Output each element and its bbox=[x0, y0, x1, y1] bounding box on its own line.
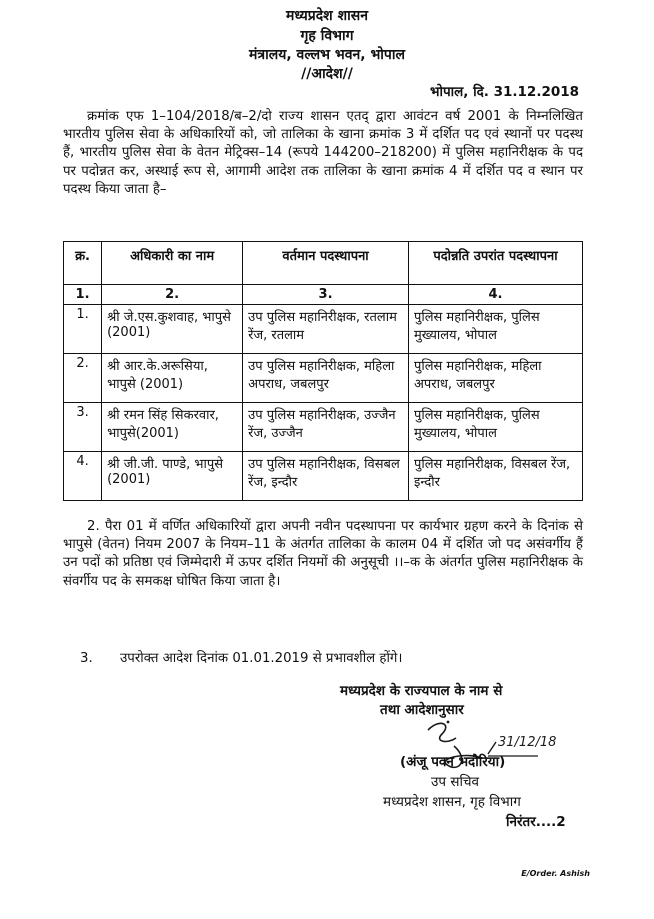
row-officer-name: श्री जी.जी. पाण्डे, भापुसे (2001) bbox=[102, 452, 243, 501]
row-current-posting: उप पुलिस महानिरीक्षक, विसबल रेंज, इन्दौर bbox=[243, 452, 409, 501]
paragraph-2: 2. पैरा 01 में वर्णित अधिकारियों द्वारा अपनी नवीन पदस्थापना पर कार्यभार ग्रहण करने के दिनांक से भापुसे (वेतन) नियम 2007 के नियम–11 के अंतर्गत तालिका के कालम 04 में दर्शित जो पद असंवर्गीय हैं उन पदों को प्रतिष्ठा एवं जिम्मेदारी में ऊपर दर्शित नियमों की अनुसूची ।।–क के अंतर्गत पुलिस महानिरीक्षक के संवर्गीय पद के समकक्ष घोषित किया जाता है। bbox=[63, 519, 583, 589]
header-sno: क्र. bbox=[64, 242, 102, 285]
header-current-posting: वर्तमान पदस्थापना bbox=[243, 242, 409, 285]
row-promoted-posting: पुलिस महानिरीक्षक, विसबल रेंज, इन्दौर bbox=[408, 452, 582, 501]
table-row bbox=[64, 305, 583, 354]
row-sno: 3. bbox=[64, 403, 102, 452]
table-row bbox=[64, 354, 583, 403]
row-officer-name: श्री रमन सिंह सिकरवार, भापुसे(2001) bbox=[102, 403, 243, 452]
table-header-row bbox=[64, 242, 583, 285]
header-government: मध्यप्रदेश शासन bbox=[286, 8, 368, 24]
row-sno: 2. bbox=[64, 354, 102, 403]
header-address: मंत्रालय, वल्लभ भवन, भोपाल bbox=[249, 47, 405, 63]
file-footnote: E/Order. Ashish bbox=[521, 869, 590, 878]
signatory-name: (अंजू पवन भदौरिया) bbox=[400, 754, 506, 770]
table-row bbox=[64, 452, 583, 501]
row-current-posting: उप पुलिस महानिरीक्षक, महिला अपराध, जबलपुर bbox=[243, 354, 409, 403]
row-promoted-posting: पुलिस महानिरीक्षक, पुलिस मुख्यालय, भोपाल bbox=[408, 305, 582, 354]
officers-table bbox=[63, 241, 583, 501]
header-order-title: //आदेश// bbox=[301, 66, 353, 82]
row-promoted-posting: पुलिस महानिरीक्षक, महिला अपराध, जबलपुर bbox=[408, 354, 582, 403]
row-sno: 1. bbox=[64, 305, 102, 354]
header-department: गृह विभाग bbox=[300, 28, 354, 44]
paragraph-3: उपरोक्त आदेश दिनांक 01.01.2019 से प्रभावशील होंगे। bbox=[120, 651, 403, 666]
column-number: 3. bbox=[243, 285, 409, 305]
paragraph-3-number: 3. bbox=[80, 651, 93, 666]
row-sno: 4. bbox=[64, 452, 102, 501]
header-name: अधिकारी का नाम bbox=[102, 242, 243, 285]
column-number-row bbox=[64, 285, 583, 305]
paragraph-1: क्रमांक एफ 1–104/2018/ब–2/दो राज्य शासन एतद् द्वारा आवंटन वर्ष 2001 के निम्नलिखित भारतीय पुलिस सेवा के अधिकारियों को, जो तालिका के खाना क्रमांक 3 में दर्शित पद एवं स्थानों पर पदस्थ हैं, भारतीय पुलिस सेवा के वेतन मेट्रिक्स–14 (रूपये 144200–218200) में पुलिस महानिरीक्षक के पद पर पदोन्नत कर, अस्थाई रूप से, आगामी आदेश तक तालिका के खाना क्रमांक 4 में दर्शित पद व स्थान पर पदस्थ किया जाता है– bbox=[63, 109, 583, 197]
column-number: 2. bbox=[102, 285, 243, 305]
signature-authority-line: मध्यप्रदेश के राज्यपाल के नाम से bbox=[340, 683, 503, 699]
signature-order-line: तथा आदेशानुसार bbox=[380, 702, 464, 718]
row-officer-name: श्री आर.के.अरूसिया, भापुसे (2001) bbox=[102, 354, 243, 403]
row-current-posting: उप पुलिस महानिरीक्षक, रतलाम रेंज, रतलाम bbox=[243, 305, 409, 354]
row-promoted-posting: पुलिस महानिरीक्षक, पुलिस मुख्यालय, भोपाल bbox=[408, 403, 582, 452]
signature-handwritten-date: 31/12/18 bbox=[498, 735, 557, 750]
table-row bbox=[64, 403, 583, 452]
continued-marker: निरंतर....2 bbox=[506, 814, 566, 830]
column-number: 1. bbox=[64, 285, 102, 305]
column-number: 4. bbox=[408, 285, 582, 305]
signatory-designation: उप सचिव bbox=[431, 774, 480, 790]
row-current-posting: उप पुलिस महानिरीक्षक, उज्जैन रेंज, उज्जैन bbox=[243, 403, 409, 452]
date-line: भोपाल, दि. 31.12.2018 bbox=[430, 84, 580, 100]
row-officer-name: श्री जे.एस.कुशवाह, भापुसे (2001) bbox=[102, 305, 243, 354]
signatory-department: मध्यप्रदेश शासन, गृह विभाग bbox=[383, 794, 521, 810]
header-promoted-posting: पदोन्नति उपरांत पदस्थापना bbox=[408, 242, 582, 285]
